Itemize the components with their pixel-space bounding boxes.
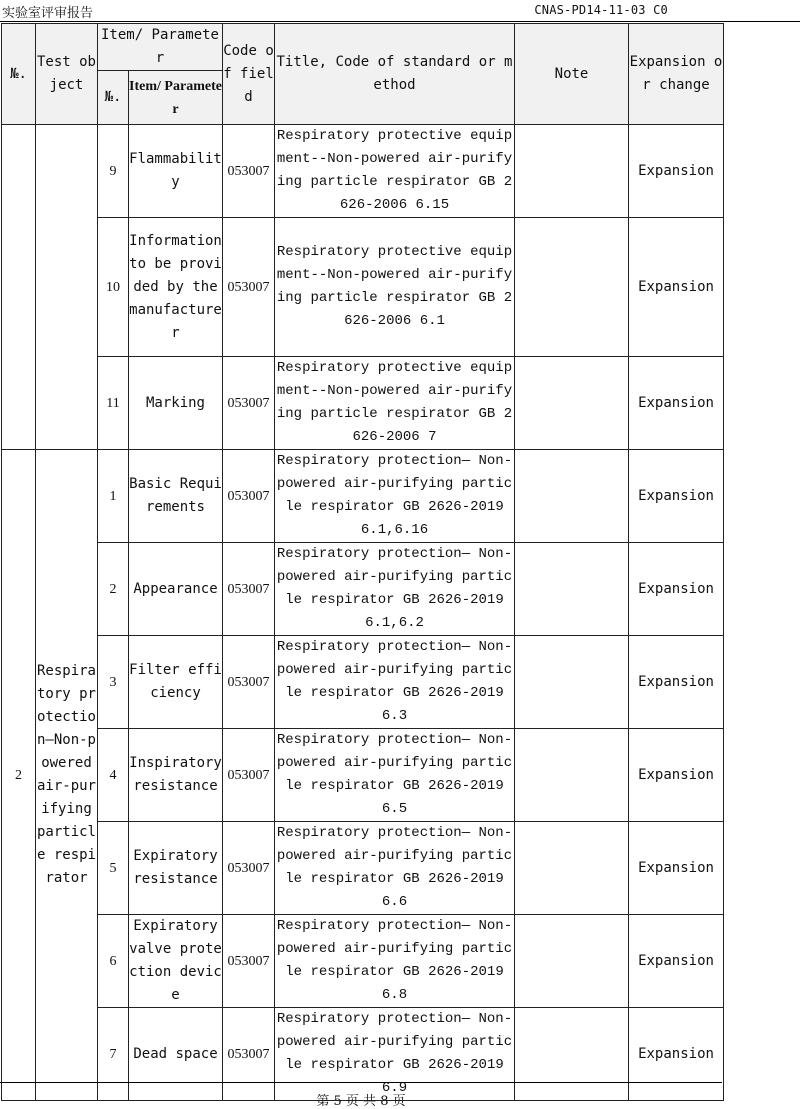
note-cell (515, 218, 629, 357)
standard-title: Respiratory protection— Non-powered air-purifying particle respirator GB 2626-2019 6.3 (275, 636, 515, 729)
expansion-cell: Expansion (629, 1008, 724, 1101)
expansion-cell: Expansion (629, 125, 724, 218)
standard-title: Respiratory protective equipment--Non-powered air-purifying particle respirator GB 2626-2006 6.15 (275, 125, 515, 218)
note-cell (515, 1008, 629, 1101)
standard-title: Respiratory protection— Non-powered air-purifying particle respirator GB 2626-2019 6.9 (275, 1008, 515, 1101)
item-parameter: Dead space (129, 1008, 223, 1101)
item-no: 1 (98, 450, 129, 543)
header-test-object: Test object (36, 24, 98, 125)
table-row (2, 218, 724, 357)
header-sub-no: №. (98, 71, 129, 125)
test-object (36, 125, 98, 450)
header-item-parameter: Item/ Parameter (98, 24, 223, 71)
code-of-field: 053007 (223, 915, 275, 1008)
code-of-field: 053007 (223, 450, 275, 543)
code-of-field: 053007 (223, 1008, 275, 1101)
code-of-field: 053007 (223, 357, 275, 450)
item-no: 2 (98, 543, 129, 636)
expansion-cell: Expansion (629, 218, 724, 357)
expansion-cell: Expansion (629, 636, 724, 729)
code-of-field: 053007 (223, 729, 275, 822)
page-header (0, 0, 800, 22)
table-row (2, 125, 724, 218)
item-no: 7 (98, 1008, 129, 1101)
note-cell (515, 915, 629, 1008)
table-row (2, 543, 724, 636)
page-number: 第 5 页 共 8 页 (316, 1094, 406, 1109)
item-no: 10 (98, 218, 129, 357)
scope-table (1, 23, 724, 1101)
item-no: 6 (98, 915, 129, 1008)
table-row (2, 1008, 724, 1101)
item-no: 3 (98, 636, 129, 729)
expansion-cell: Expansion (629, 450, 724, 543)
code-of-field: 053007 (223, 218, 275, 357)
document-code: CNAS-PD14-11-03 C0 (534, 3, 668, 17)
header-note: Note (515, 24, 629, 125)
expansion-cell: Expansion (629, 915, 724, 1008)
footer-divider (0, 1082, 722, 1083)
expansion-cell: Expansion (629, 543, 724, 636)
code-of-field: 053007 (223, 543, 275, 636)
note-cell (515, 543, 629, 636)
code-of-field: 053007 (223, 125, 275, 218)
item-parameter: Inspiratory resistance (129, 729, 223, 822)
standard-title: Respiratory protective equipment--Non-powered air-purifying particle respirator GB 2626-2006 7 (275, 357, 515, 450)
note-cell (515, 125, 629, 218)
expansion-cell: Expansion (629, 357, 724, 450)
standard-title: Respiratory protection— Non-powered air-purifying particle respirator GB 2626-2019 6.6 (275, 822, 515, 915)
row-group-no (2, 125, 36, 450)
standard-title: Respiratory protection— Non-powered air-purifying particle respirator GB 2626-2019 6.5 (275, 729, 515, 822)
code-of-field: 053007 (223, 822, 275, 915)
note-cell (515, 636, 629, 729)
item-parameter: Appearance (129, 543, 223, 636)
header-row-1 (2, 24, 724, 71)
test-object: Respiratory protection—Non-powered air-purifying particle respirator (36, 450, 98, 1101)
note-cell (515, 357, 629, 450)
item-parameter: Flammability (129, 125, 223, 218)
note-cell (515, 450, 629, 543)
expansion-cell: Expansion (629, 822, 724, 915)
item-parameter: Expiratory resistance (129, 822, 223, 915)
standard-title: Respiratory protection— Non-powered air-purifying particle respirator GB 2626-2019 6.8 (275, 915, 515, 1008)
standard-title: Respiratory protective equipment--Non-powered air-purifying particle respirator GB 2626-2006 6.1 (275, 218, 515, 357)
standard-title: Respiratory protection— Non-powered air-purifying particle respirator GB 2626-2019 6.1,6.2 (275, 543, 515, 636)
header-no: №. (2, 24, 36, 125)
report-title-cn: 实验室评审报告 (2, 6, 94, 21)
header-sub-item: Item/ Parameter (129, 71, 223, 125)
table-row (2, 822, 724, 915)
table-row (2, 450, 724, 543)
note-cell (515, 729, 629, 822)
item-parameter: Basic Requirements (129, 450, 223, 543)
item-parameter: Marking (129, 357, 223, 450)
header-expansion: Expansion or change (629, 24, 724, 125)
table-row (2, 915, 724, 1008)
item-parameter: Information to be provided by the manufacturer (129, 218, 223, 357)
item-parameter: Expiratory valve protection device (129, 915, 223, 1008)
note-cell (515, 822, 629, 915)
header-code-of-field: Code of field (223, 24, 275, 125)
item-no: 4 (98, 729, 129, 822)
header-title-standard: Title, Code of standard or method (275, 24, 515, 125)
table-row (2, 729, 724, 822)
item-no: 5 (98, 822, 129, 915)
code-of-field: 053007 (223, 636, 275, 729)
item-no: 9 (98, 125, 129, 218)
table-row (2, 636, 724, 729)
item-parameter: Filter efficiency (129, 636, 223, 729)
header-divider (0, 21, 800, 22)
standard-title: Respiratory protection— Non-powered air-purifying particle respirator GB 2626-2019 6.1,6.16 (275, 450, 515, 543)
item-no: 11 (98, 357, 129, 450)
row-group-no: 2 (2, 450, 36, 1101)
table-row (2, 357, 724, 450)
expansion-cell: Expansion (629, 729, 724, 822)
